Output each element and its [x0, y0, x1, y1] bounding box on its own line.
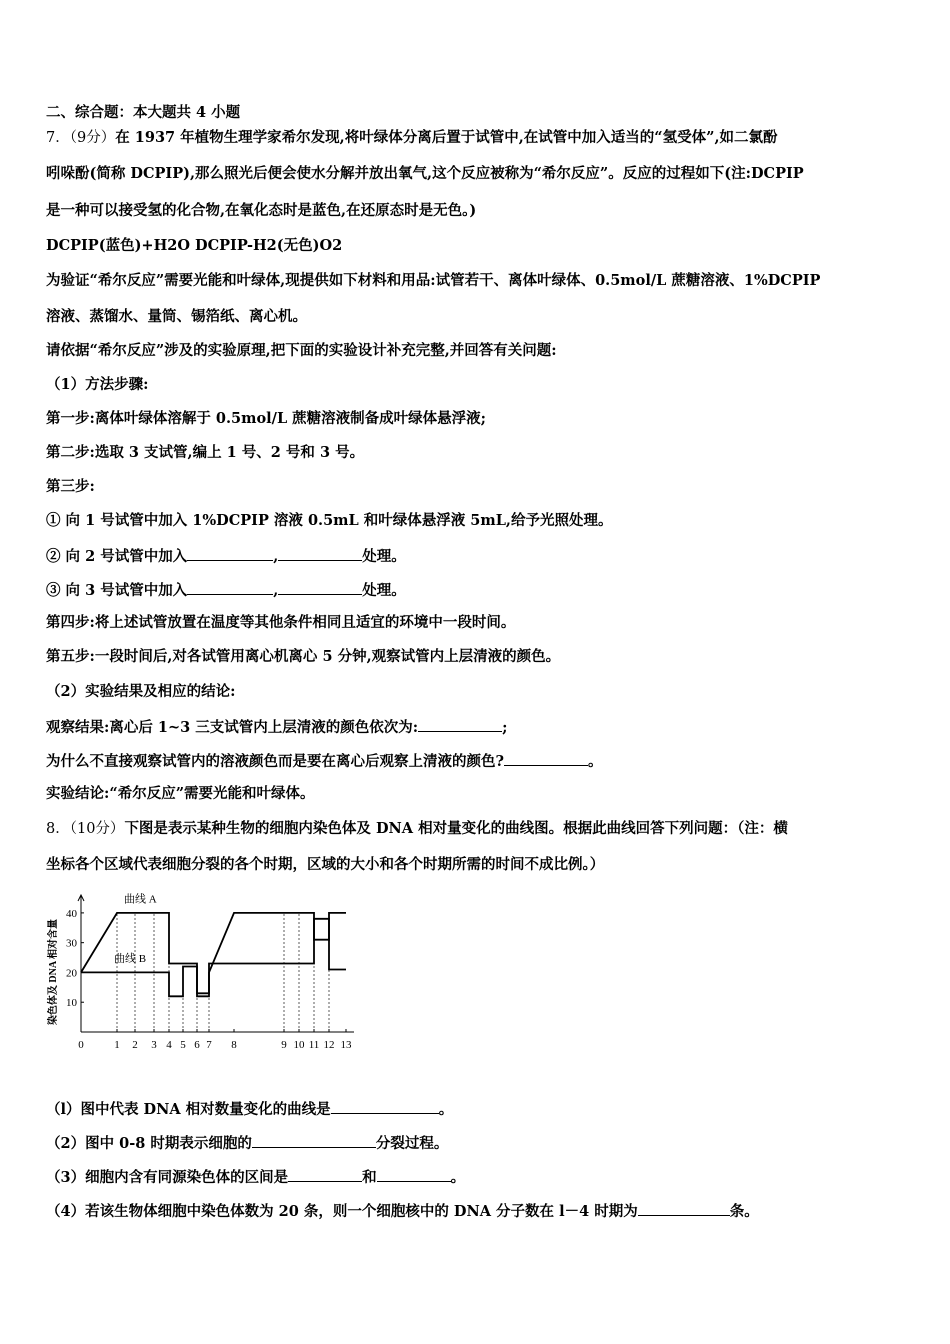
- q8-score: （10分）: [69, 821, 125, 837]
- x-tick-label: 8: [231, 1039, 237, 1051]
- answer-blank[interactable]: [331, 1098, 439, 1114]
- chart-ylabel: 染色体及 DNA 相对含量: [48, 918, 59, 1026]
- x-tick-label: 11: [308, 1039, 320, 1051]
- answer-blank[interactable]: [278, 545, 362, 561]
- comma: ,: [273, 582, 279, 599]
- section-title: 二、综合题：本大题共 4 小题: [46, 104, 241, 121]
- q7-materials-line2: 溶液、蒸馏水、量筒、锡箔纸、离心机。: [46, 308, 307, 325]
- q8-q2-text: （2）图中 0-8 时期表示细胞的: [46, 1135, 252, 1152]
- answer-blank[interactable]: [504, 750, 588, 766]
- q7-number: 7．: [46, 130, 70, 146]
- x-tick-label: 13: [340, 1039, 352, 1051]
- q8-q3: [46, 1166, 910, 1188]
- x-tick-label: 1: [114, 1039, 120, 1051]
- x-tick-label: 10: [293, 1039, 305, 1051]
- q7-equation: DCPIP(蓝色)+H2O DCPIP-H2(无色)O2: [46, 237, 343, 254]
- q8-q4-text: （4）若该生物体细胞中染色体数为 20 条，则一个细胞核中的 DNA 分子数在 l－4 时期为: [46, 1203, 638, 1220]
- q7-intro-line1: [46, 128, 910, 148]
- y-tick-label: 20: [66, 967, 77, 980]
- q8-q2: [46, 1132, 910, 1154]
- q7-conclusion: 实验结论:“希尔反应”需要光能和叶绿体。: [46, 785, 315, 802]
- y-tick-label: 10: [66, 997, 77, 1010]
- x-tick-label: 12: [323, 1039, 335, 1051]
- q7-part2-heading: （2）实验结果及相应的结论:: [46, 683, 236, 700]
- q7-sub2: [46, 545, 910, 567]
- series-label-a: 曲线 A: [124, 893, 157, 906]
- x-tick-label: 2: [132, 1039, 138, 1051]
- x-tick-label: 0: [78, 1039, 84, 1051]
- q7-observation: [46, 716, 910, 738]
- comma: ,: [273, 548, 279, 565]
- q7-sub2-text: ② 向 2 号试管中加入: [46, 548, 188, 565]
- answer-blank[interactable]: [418, 716, 502, 732]
- series-label-b: 曲线 B: [114, 953, 147, 966]
- answer-blank[interactable]: [377, 1166, 451, 1182]
- answer-blank[interactable]: [638, 1200, 730, 1216]
- q8-intro-line1: [46, 819, 910, 839]
- q7-intro-line3: 是一种可以接受氢的化合物,在氧化态时是蓝色,在还原态时是无色。): [46, 202, 477, 219]
- period: 。: [588, 753, 603, 770]
- answer-blank[interactable]: [187, 545, 273, 561]
- q7-intro-line2: 吲哚酚(简称 DCPIP),那么照光后便会使水分解并放出氧气,这个反应被称为“希尔反应”。反应的过程如下(注:DCPIP: [46, 165, 804, 182]
- chromosome-dna-chart: [44, 890, 374, 1070]
- answer-blank[interactable]: [278, 579, 362, 595]
- answer-blank[interactable]: [288, 1166, 362, 1182]
- answer-blank[interactable]: [187, 579, 273, 595]
- q7-intro-a: 在 1937 年植物生理学家希尔发现,将叶绿体分离后置于试管中,在试管中加入适当的“氢受体”,如二氯酚: [115, 129, 778, 146]
- observation-text: 观察结果:离心后 1~3 三支试管内上层清液的颜色依次为:: [46, 719, 419, 736]
- y-tick-label: 30: [66, 937, 77, 950]
- q7-step2: 第二步:选取 3 支试管,编上 1 号、2 号和 3 号。: [46, 444, 365, 461]
- q7-request: 请依据“希尔反应”涉及的实验原理,把下面的实验设计补充完整,并回答有关问题:: [46, 342, 557, 359]
- x-tick-label: 6: [194, 1039, 200, 1051]
- q7-sub3-text: ③ 向 3 号试管中加入: [46, 582, 188, 599]
- q8-q2-end: 分裂过程。: [375, 1135, 449, 1152]
- q8-q1: [46, 1098, 910, 1120]
- treat-text: 处理。: [362, 548, 406, 565]
- period: 。: [450, 1169, 466, 1186]
- q7-sub1: ① 向 1 号试管中加入 1%DCPIP 溶液 0.5mL 和叶绿体悬浮液 5mL,给予光照处理。: [46, 512, 613, 529]
- q7-score: （9分）: [69, 130, 116, 146]
- q8-q1-text: （l）图中代表 DNA 相对数量变化的曲线是: [46, 1101, 331, 1118]
- q7-step5: 第五步:一段时间后,对各试管用离心机离心 5 分钟,观察试管内上层清液的颜色。: [46, 648, 561, 665]
- q7-sub3: [46, 579, 910, 601]
- period: 。: [438, 1101, 454, 1118]
- q8-intro-line2: 坐标各个区域代表细胞分裂的各个时期，区域的大小和各个时期所需的时间不成比例。）: [46, 856, 605, 873]
- answer-blank[interactable]: [252, 1132, 376, 1148]
- q7-step4: 第四步:将上述试管放置在温度等其他条件相同且适宜的环境中一段时间。: [46, 614, 516, 631]
- q8-q4: [46, 1200, 910, 1222]
- q7-part1-heading: （1）方法步骤:: [46, 376, 149, 393]
- x-tick-label: 3: [151, 1039, 157, 1051]
- x-tick-label: 7: [206, 1039, 212, 1051]
- chart-series: [81, 891, 346, 996]
- x-tick-label: 9: [281, 1039, 287, 1051]
- q8-q3-mid: 和: [362, 1169, 377, 1186]
- semicolon: ;: [502, 719, 508, 736]
- q8-q4-end: 条。: [729, 1203, 759, 1220]
- treat-text: 处理。: [362, 582, 406, 599]
- q7-why: [46, 750, 910, 772]
- q7-step3: 第三步:: [46, 478, 95, 495]
- q7-materials-line1: 为验证“希尔反应”需要光能和叶绿体,现提供如下材料和用品:试管若干、离体叶绿体、0.5mol/L 蔗糖溶液、1%DCPIP: [46, 272, 821, 289]
- x-tick-label: 4: [166, 1039, 172, 1051]
- q8-intro-a: 下图是表示某种生物的细胞内染色体及 DNA 相对量变化的曲线图。根据此曲线回答下列问题：（注：横: [124, 820, 788, 837]
- x-tick-label: 5: [180, 1039, 186, 1051]
- why-text: 为什么不直接观察试管内的溶液颜色而是要在离心后观察上清液的颜色?: [46, 753, 504, 770]
- q7-step1: 第一步:离体叶绿体溶解于 0.5mol/L 蔗糖溶液制备成叶绿体悬浮液;: [46, 410, 487, 427]
- q8-number: 8．: [46, 821, 70, 837]
- q8-q3-text: （3）细胞内含有同源染色体的区间是: [46, 1169, 289, 1186]
- y-tick-label: 40: [66, 907, 77, 920]
